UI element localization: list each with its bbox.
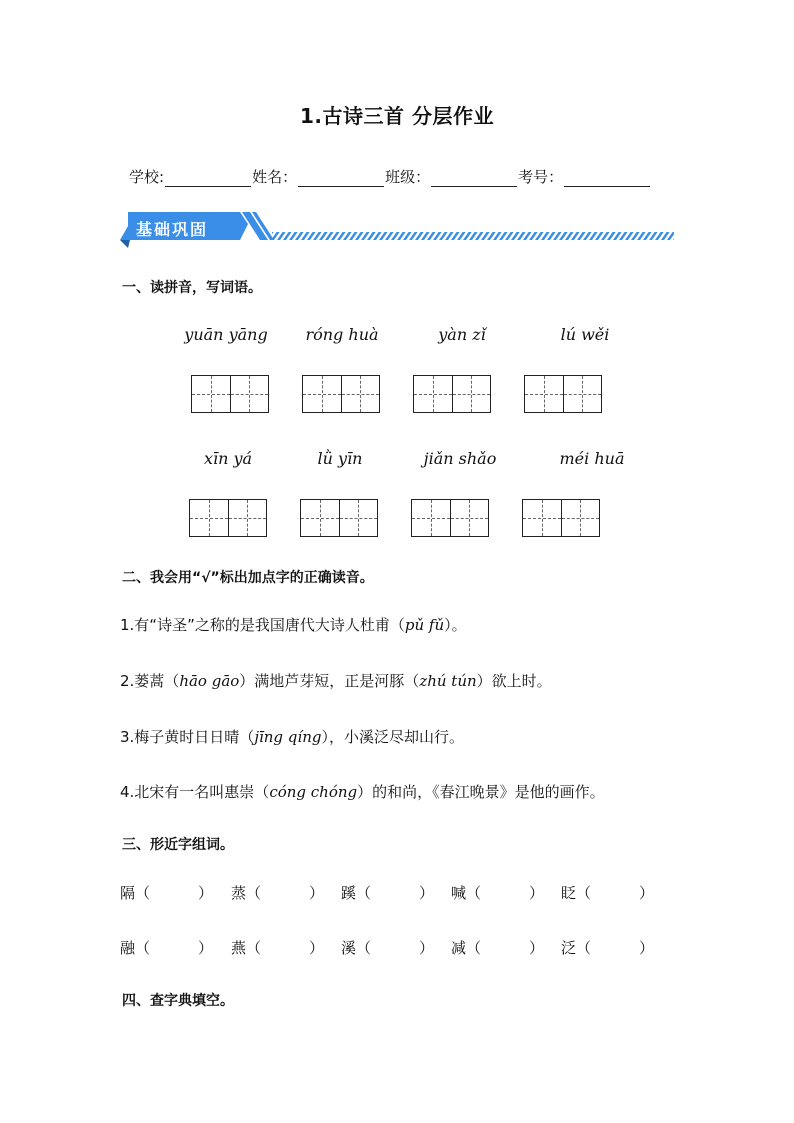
q2-text: 2.蒌蒿（ bbox=[120, 672, 180, 690]
q3-pinyin-options[interactable]: jīng qíng bbox=[254, 728, 322, 746]
q2-pinyin-options-1[interactable]: hāo gāo bbox=[179, 672, 240, 690]
char-pair[interactable]: 融（ ） bbox=[120, 939, 214, 957]
char-pair[interactable]: 减（ ） bbox=[451, 939, 545, 957]
q4-text: 4.北宋有一名叫惠崇（ bbox=[120, 783, 270, 801]
section3-heading: 三、形近字组词。 bbox=[122, 837, 234, 853]
pinyin-2: róng huà bbox=[305, 325, 379, 344]
q2-pinyin-options-2[interactable]: zhú tún bbox=[419, 672, 477, 690]
question-3 bbox=[120, 726, 464, 747]
pinyin-8: méi huā bbox=[559, 449, 625, 468]
char-pair[interactable]: 泛（ ） bbox=[561, 939, 655, 957]
section-banner bbox=[118, 210, 678, 250]
exam-no-blank[interactable] bbox=[564, 170, 650, 187]
pinyin-3: yàn zǐ bbox=[438, 325, 486, 344]
char-pair[interactable]: 喊（ ） bbox=[451, 884, 545, 902]
q1-pinyin-options[interactable]: pǔ fǔ bbox=[404, 616, 445, 634]
section2-heading: 二、我会用“√”标出加点字的正确读音。 bbox=[122, 570, 374, 586]
q2-text-end: ）欲上时。 bbox=[476, 672, 552, 690]
char-pair[interactable]: 隔（ ） bbox=[120, 884, 214, 902]
pinyin-4: lú wěi bbox=[560, 325, 610, 344]
pinyin-6: lǜ yīn bbox=[317, 449, 363, 468]
char-pair[interactable]: 溪（ ） bbox=[341, 939, 435, 957]
writing-grid[interactable] bbox=[413, 375, 491, 413]
name-label: 姓名： bbox=[252, 168, 298, 186]
question-1 bbox=[120, 614, 467, 635]
q3-text-end: ），小溪泛尽却山行。 bbox=[321, 728, 464, 746]
class-blank[interactable] bbox=[431, 170, 517, 187]
char-pair[interactable]: 蒸（ ） bbox=[231, 884, 325, 902]
name-blank[interactable] bbox=[298, 170, 384, 187]
banner-label: 基础巩固 bbox=[136, 220, 209, 239]
writing-grid[interactable] bbox=[302, 375, 380, 413]
page-title: 1.古诗三首 分层作业 bbox=[300, 104, 494, 128]
section1-heading: 一、读拼音，写词语。 bbox=[122, 280, 262, 296]
pinyin-1: yuān yāng bbox=[184, 325, 268, 344]
pinyin-7: jiǎn shǎo bbox=[423, 449, 497, 468]
school-label: 学校: bbox=[129, 168, 165, 186]
writing-grid[interactable] bbox=[522, 499, 600, 537]
pinyin-5: xīn yá bbox=[203, 449, 253, 468]
writing-grid[interactable] bbox=[191, 375, 269, 413]
school-blank[interactable] bbox=[165, 170, 251, 187]
char-pair[interactable]: 燕（ ） bbox=[231, 939, 325, 957]
q4-pinyin-options[interactable]: cóng chóng bbox=[269, 783, 358, 801]
writing-grid[interactable] bbox=[300, 499, 378, 537]
writing-grid[interactable] bbox=[524, 375, 602, 413]
question-4 bbox=[120, 781, 605, 802]
q4-text-end: ）的和尚，《春江晚景》是他的画作。 bbox=[357, 783, 605, 801]
question-2 bbox=[120, 670, 552, 691]
class-label: 班级： bbox=[385, 168, 431, 186]
section4-heading: 四、查字典填空。 bbox=[122, 993, 234, 1009]
q2-text-mid: ）满地芦芽短，正是河豚（ bbox=[239, 672, 420, 690]
student-info-line bbox=[129, 166, 651, 187]
q3-text: 3.梅子黄时日日晴（ bbox=[120, 728, 255, 746]
writing-grid[interactable] bbox=[189, 499, 267, 537]
char-pair[interactable]: 眨（ ） bbox=[561, 884, 655, 902]
exam-no-label: 考号： bbox=[518, 168, 564, 186]
q1-text-end: ）。 bbox=[444, 616, 467, 634]
writing-grid[interactable] bbox=[411, 499, 489, 537]
char-pair[interactable]: 蹊（ ） bbox=[341, 884, 435, 902]
q1-text: 1.有“诗圣”之称的是我国唐代大诗人杜甫（ bbox=[120, 616, 405, 634]
